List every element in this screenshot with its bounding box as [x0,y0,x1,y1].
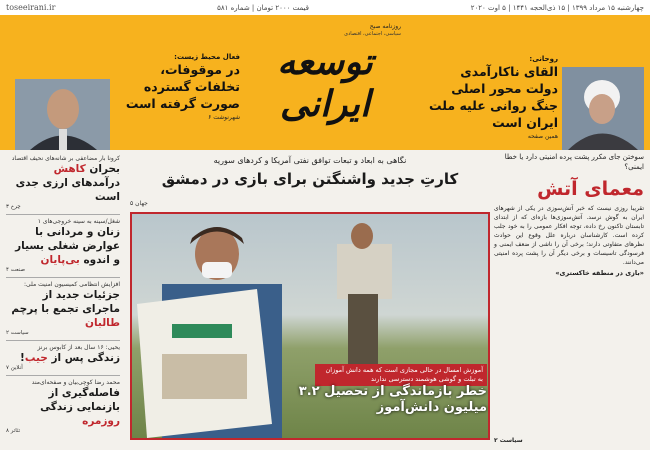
left-item-kicker: یحیی: ۱۶ سال بعد از کابوس برنز [37,344,120,351]
left-item-5[interactable] [6,376,120,438]
right-headline[interactable]: معمای آتش [537,178,644,200]
right-kicker: سوختن جای مکرر پشت پرده امنیتی دارد یا خطا ایمنی؟ [504,153,644,171]
masthead-banner [0,15,650,150]
left-item-ref: تئاتر ۸ [6,428,21,434]
right-ref: سیاست ۲ [494,437,523,444]
banner-right-kicker: روحانی: [529,55,558,63]
banner-right-headline: القای ناکارآمدی دولت محور اصلی جنگ روانی علیه ملت ایران است [429,64,558,130]
banner-left-story[interactable] [112,53,240,121]
left-item-4[interactable] [6,341,120,376]
left-item-kicker: شغل/سینه به سینه خروجی‌های ۱ [37,218,120,225]
left-item-1[interactable] [6,152,120,215]
banner-left-ref: شهرنوشت ۶ [208,114,240,121]
center-ref: جهان ۵ [130,200,148,207]
issue-info: قیمت ۲۰۰۰ تومان | شماره ۵۸۱ [217,3,309,12]
banner-left-kicker: فعال محیط زیست: [174,53,240,61]
center-headline[interactable]: کارتِ جدید واشنگتن برای بازی در دمشق [161,170,459,188]
paper-subtitle: سیاسی، اجتماعی، اقتصادی [344,31,401,37]
date-info: چهارشنبه ۱۵ مرداد ۱۳۹۹ | ۱۵ ذی‌الحجه ۱۴۴۱ | ۵ اوت ۲۰۲۰ [470,3,644,12]
banner-right-story[interactable] [426,55,558,140]
left-news-column [0,152,126,450]
left-item-kicker: افزایش انتظامی کمیسیون امنیت ملی: [24,281,120,288]
right-portrait [562,67,644,150]
banner-left-headline: در موقوفات، تخلفات گسترده صورت گرفته است [125,62,240,111]
left-item-ref: صنعت ۴ [6,267,26,273]
top-info-bar [0,0,650,15]
photo-headline[interactable]: خطر بازماندگی از تحصیل ۳.۲ میلیون دانش‌آموز [298,384,487,415]
paper-type: روزنامه صبح [369,23,401,30]
left-item-headline: فاصله‌گیری از بازنمایی زندگی روزمره [40,387,120,427]
masthead-logo [245,23,405,125]
left-item-3[interactable] [6,278,120,341]
left-item-2[interactable] [6,215,120,278]
left-item-headline: زنان و مردانی با عوارض شغلی بسیار و اندوه بی‌پایان [15,226,120,266]
left-item-ref: سیاست ۲ [6,330,29,336]
center-kicker: نگاهی به ابعاد و تبعات توافق نفتی آمریکا و کردهای سوریه [213,156,407,165]
left-portrait [15,79,110,150]
banner-right-ref: همین صفحه [527,133,558,140]
left-item-headline: جزئیات جدید از ماجرای تجمع با پرچم طالبان [11,289,120,329]
left-item-ref: آنلاین ۷ [6,365,23,371]
left-item-kicker: کرونا بار مضاعفی بر شانه‌های نحیف اقتصاد [11,155,120,162]
site-url[interactable]: toseeirani.ir [6,3,56,12]
right-subheading: «بازی در منطقه خاکستری» [555,269,644,277]
left-item-ref: چرخ ۳ [6,204,21,210]
photo-caption: آموزش امسال در حالی مجازی است که همه دانش آموزان به تبلت و گوشی هوشمند دسترسی ندارند [315,364,487,386]
right-column [494,152,644,444]
left-item-kicker: محمد رضا کوچی‌بیان و صفحه‌ای‌مند [31,379,120,386]
right-body: تقریبا روزی نیست که خبر آتش‌سوزی در یکی از شهرهای ایران به گوش نرسد. آتش‌سوزی‌ها بازه‌ای که از ابتدای تابستان تاکنون رخ داده، توجه افکار عمومی را به خود جلب کرده است. کارشناسان درباره علل وقوع این حوادث نظرهای متفاوتی دارند؛ برخی آن را ناشی از ضعف ایمنی و فرسودگی تاسیسات و برخی دیگر آن را پشت پرده امنیتی می‌دانند. [494,205,644,266]
left-item-headline: بحران کاهش درآمدهای ارزی جدی است [15,163,120,203]
paper-name: توسعه ایرانی [277,41,373,125]
left-item-headline: زندگی پس از جیب! [20,352,120,364]
